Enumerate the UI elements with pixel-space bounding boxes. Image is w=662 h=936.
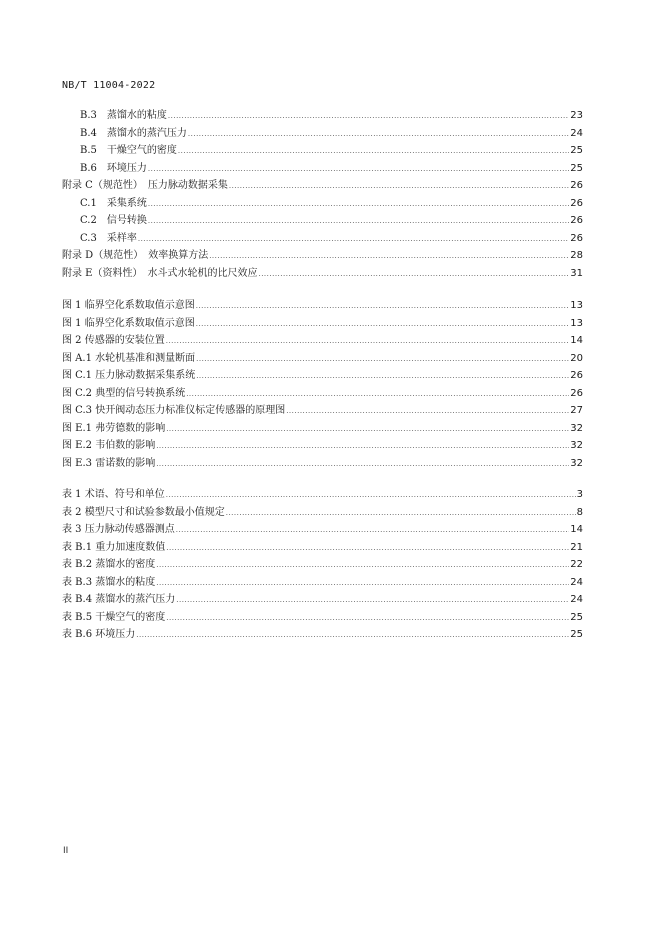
toc-entry-label: B.3 蒸馏水的粘度 [80, 110, 167, 121]
toc-entry-page: 24 [570, 576, 583, 588]
toc-entry-page: 24 [570, 127, 583, 139]
toc-entry-label: 图 2 传感器的安装位置 [62, 335, 165, 346]
dot-leader [286, 403, 569, 421]
toc-entry-label: 图 E.1 弗劳德数的影响 [62, 422, 166, 434]
page-number: II [63, 846, 69, 856]
dot-leader [148, 196, 569, 214]
dot-leader [258, 266, 569, 284]
dot-leader [166, 487, 576, 505]
toc-entry-label: 图 1 临界空化系数取值示意图 [62, 300, 195, 311]
toc-entry[interactable] [62, 142, 583, 160]
toc-entry-label: B.5 干燥空气的密度 [80, 145, 177, 156]
dot-leader [156, 575, 569, 593]
toc-entry-label: 图 E.2 韦伯数的影响 [62, 440, 156, 451]
toc-entry-page: 8 [576, 506, 583, 518]
toc-entry[interactable] [62, 247, 583, 265]
dot-leader [168, 108, 569, 126]
toc-entry-page: 26 [570, 387, 583, 399]
toc-figure-entry[interactable] [62, 437, 583, 455]
toc-entry-page: 25 [570, 145, 583, 156]
toc-entry-label: 表 2 模型尺寸和试验参数最小值规定 [62, 506, 225, 518]
dot-leader [196, 351, 569, 369]
toc-entry-page: 14 [570, 335, 583, 346]
toc-entry-label: 表 B.1 重力加速度数值 [62, 541, 166, 553]
toc-entry-label: 附录 D（规范性） 效率换算方法 [62, 250, 209, 261]
toc-tables-section [62, 486, 583, 644]
toc-entry-page: 26 [570, 370, 583, 381]
dot-leader [156, 438, 569, 456]
toc-entry-page: 31 [570, 267, 583, 279]
toc-entry-label: 表 B.4 蒸馏水的蒸汽压力 [62, 594, 176, 605]
toc-entry-page: 26 [570, 197, 583, 209]
toc-entry-label: 表 3 压力脉动传感器测点 [62, 524, 175, 535]
toc-entry[interactable] [62, 125, 583, 143]
toc-entry-label: 附录 C（规范性） 压力脉动数据采集 [62, 180, 228, 191]
toc-entry-label: 图 C.3 快开阀动态压力标准仪标定传感器的原理图 [62, 405, 286, 416]
toc-table-entry[interactable] [62, 591, 583, 609]
toc-entry-page: 32 [570, 422, 583, 434]
dot-leader [148, 161, 569, 179]
toc-entry-label: 表 B.6 环境压力 [62, 629, 136, 640]
toc-entry-label: C.1 采集系统 [80, 197, 147, 209]
toc-entry-page: 13 [570, 300, 583, 311]
dot-leader [166, 610, 569, 628]
dot-leader [176, 522, 570, 540]
dot-leader [138, 231, 569, 249]
dot-leader [176, 592, 569, 610]
toc-table-entry[interactable] [62, 504, 583, 522]
toc-entry[interactable] [62, 177, 583, 195]
toc-entry-page: 32 [570, 440, 583, 451]
dot-leader [156, 456, 569, 474]
toc-entry-page: 22 [570, 559, 583, 570]
toc-entry-page: 20 [570, 352, 583, 364]
toc-entry-page: 27 [570, 405, 583, 416]
toc-appendix-section [62, 107, 583, 282]
toc-entry-page: 25 [570, 611, 583, 623]
toc-entry-page: 26 [570, 180, 583, 191]
toc-figure-entry[interactable] [62, 402, 583, 420]
toc-entry-page: 26 [570, 215, 583, 226]
toc-entry-label: C.2 信号转换 [80, 215, 147, 226]
toc-entry-page: 28 [570, 250, 583, 261]
toc-entry-page: 25 [570, 629, 583, 640]
toc-table-entry[interactable] [62, 626, 583, 644]
toc-entry[interactable] [62, 195, 583, 213]
toc-table-entry[interactable] [62, 556, 583, 574]
dot-leader [166, 333, 570, 351]
dot-leader [166, 421, 569, 439]
toc-entry-page: 3 [576, 489, 583, 500]
toc-entry-page: 13 [570, 317, 583, 329]
dot-leader [188, 126, 569, 144]
dot-leader [209, 248, 569, 266]
toc-entry[interactable] [62, 230, 583, 248]
toc-entry-label: C.3 采样率 [80, 232, 137, 244]
toc-figures-section [62, 297, 583, 472]
toc-entry-label: 表 B.5 干燥空气的密度 [62, 611, 166, 623]
dot-leader [186, 386, 569, 404]
toc-figure-entry[interactable] [62, 385, 583, 403]
toc-entry-label: 图 C.1 压力脉动数据采集系统 [62, 370, 196, 381]
dot-leader [196, 368, 569, 386]
toc-entry-label: 表 B.2 蒸馏水的密度 [62, 559, 156, 570]
dot-leader [226, 505, 576, 523]
toc-table-entry[interactable] [62, 609, 583, 627]
toc-figure-entry[interactable] [62, 315, 583, 333]
toc-entry-page: 21 [570, 541, 583, 553]
toc-entry-page: 32 [570, 457, 583, 469]
dot-leader [156, 557, 569, 575]
toc-entry-label: 图 C.2 典型的信号转换系统 [62, 387, 186, 399]
toc-entry[interactable] [62, 212, 583, 230]
toc-entry-label: 图 1 临界空化系数取值示意图 [62, 317, 195, 329]
toc-entry-label: 图 A.1 水轮机基准和测量断面 [62, 352, 196, 364]
toc-entry-label: B.4 蒸馏水的蒸汽压力 [80, 127, 187, 139]
toc-entry[interactable] [62, 160, 583, 178]
toc-figure-entry[interactable] [62, 420, 583, 438]
dot-leader [166, 540, 569, 558]
dot-leader [148, 213, 569, 231]
toc-entry-label: 图 E.3 雷诺数的影响 [62, 457, 156, 469]
toc-entry-page: 25 [570, 162, 583, 174]
toc-entry-label: 表 1 术语、符号和单位 [62, 489, 165, 500]
dot-leader [136, 627, 569, 645]
toc-entry-label: B.6 环境压力 [80, 162, 147, 174]
toc-entry-label: 附录 E（资料性） 水斗式水轮机的比尺效应 [62, 267, 258, 279]
toc-table-entry[interactable] [62, 486, 583, 504]
toc-entry-page: 23 [570, 110, 583, 121]
toc-table-entry[interactable] [62, 539, 583, 557]
toc-figure-entry[interactable] [62, 455, 583, 473]
toc-figure-entry[interactable] [62, 367, 583, 385]
toc-entry[interactable] [62, 265, 583, 283]
toc-figure-entry[interactable] [62, 297, 583, 315]
toc-table-entry[interactable] [62, 521, 583, 539]
standard-number: NB/T 11004-2022 [62, 80, 156, 91]
toc-entry-page: 26 [570, 232, 583, 244]
dot-leader [196, 316, 570, 334]
toc-figure-entry[interactable] [62, 350, 583, 368]
dot-leader [178, 143, 569, 161]
dot-leader [229, 178, 569, 196]
dot-leader [196, 298, 570, 316]
toc-table-entry[interactable] [62, 574, 583, 592]
toc-figure-entry[interactable] [62, 332, 583, 350]
toc-entry[interactable] [62, 107, 583, 125]
toc-entry-page: 24 [570, 594, 583, 605]
toc-entry-label: 表 B.3 蒸馏水的粘度 [62, 576, 156, 588]
toc-entry-page: 14 [570, 524, 583, 535]
